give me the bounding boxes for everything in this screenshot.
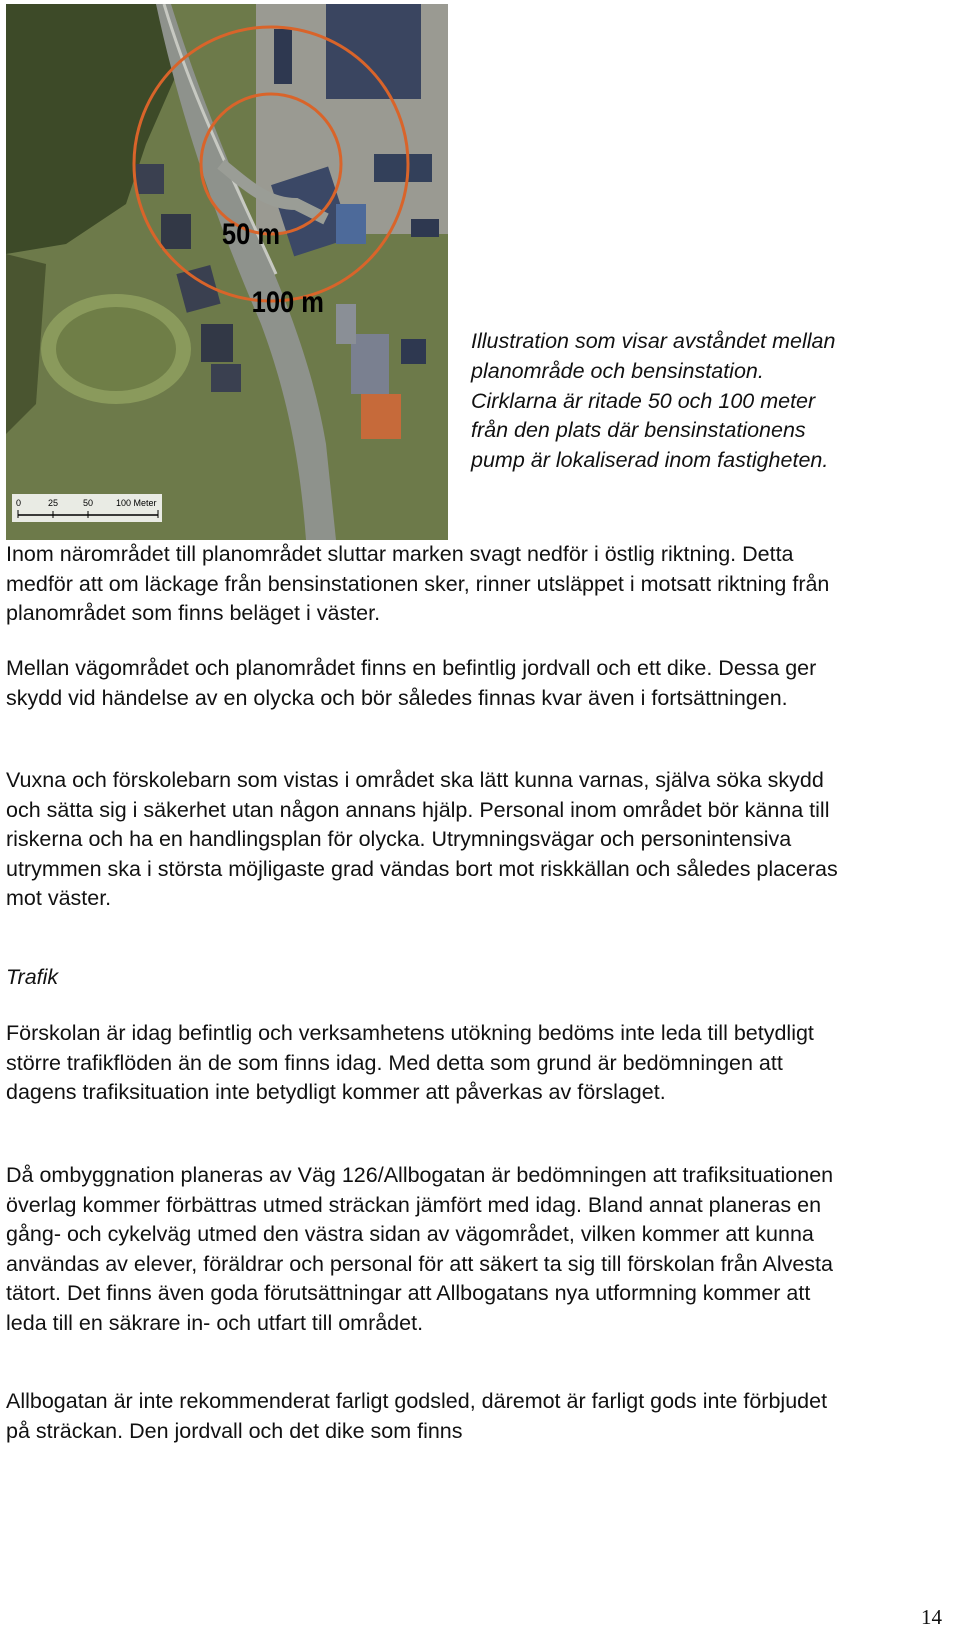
paragraph-embankment: Mellan vägområdet och planområdet finns en befintlig jordvall och ett dike. Dessa ger skydd vid händelse av en olycka och bör således finnas kvar även i fortsättningen. [6,656,817,710]
building [211,364,241,392]
building [374,154,432,182]
figure-caption: Illustration som visar avståndet mellan planområde och bensinstation. Cirklarna är ritade 50 och 100 meter från den plats där bensinstationens pump är lokaliserad inom fastigheten. [471,329,836,473]
scale-bar [12,494,162,522]
label-100m: 100 m [251,285,324,319]
building [336,204,366,244]
paragraph-traffic-volume: Förskolan är idag befintlig och verksamhetens utökning bedöms inte leda till betydligt större trafikflöden än de som finns idag. Med detta som grund är bedömningen att dagens trafiksituation inte betydligt kommer att påverkas av förslaget. [6,1021,814,1104]
paragraph-slope: Inom närområdet till planområdet sluttar marken svagt nedför i östlig riktning. Detta medför att om läckage från bensinstationen sker, rinner utsläppet i motsatt riktning från planområdet som finns beläget i väster. [6,542,830,625]
aerial-photo [6,4,448,540]
scale-tick-50: 50 [83,498,94,508]
scale-tick-100: 100 Meter [116,498,157,508]
building [411,219,439,237]
scale-tick-0: 0 [16,498,22,508]
building [161,214,191,249]
paragraph-reconstruction: Då ombyggnation planeras av Väg 126/Allbogatan är bedömningen att trafiksituationen överlag kommer förbättras utmed sträckan jämfört med idag. Bland annat planeras en gång- och cykelväg utmed den västra sidan av vägområdet, vilken kommer att kunna användas av elever, föräldrar och personal för att säkert ta sig till förskolan från Alvesta tätort. Det finns även goda förutsättningar att Allbogatans nya utformning kommer att leda till en säkrare in- och utfart till området. [6,1163,834,1335]
building [201,324,233,362]
building [401,339,426,364]
building [336,304,356,344]
paragraph-dangerous-goods: Allbogatan är inte rekommenderat farligt godsled, däremot är farligt gods inte förbjudet på sträckan. Den jordvall och det dike som finns [6,1389,828,1443]
page-number: 14 [921,1605,942,1629]
aerial-photo-figure [6,4,448,540]
section-heading-trafik: Trafik [6,965,59,989]
label-50m: 50 m [221,217,281,251]
building [274,29,292,84]
building [351,334,389,394]
building-red-roof [361,394,401,439]
scale-tick-25: 25 [48,498,59,508]
paragraph-safety: Vuxna och förskolebarn som vistas i området ska lätt kunna varnas, själva söka skydd och sätta sig i säkerhet utan någon annans hjälp. Personal inom området bör känna till riskerna och ha en handlingsplan för olycka. Utrymningsvägar och personintensiva utrymmen ska i största möjligaste grad vändas bort mot riskkällan och således placeras mot väster. [6,768,838,910]
building [136,164,164,194]
building-large [326,4,421,99]
